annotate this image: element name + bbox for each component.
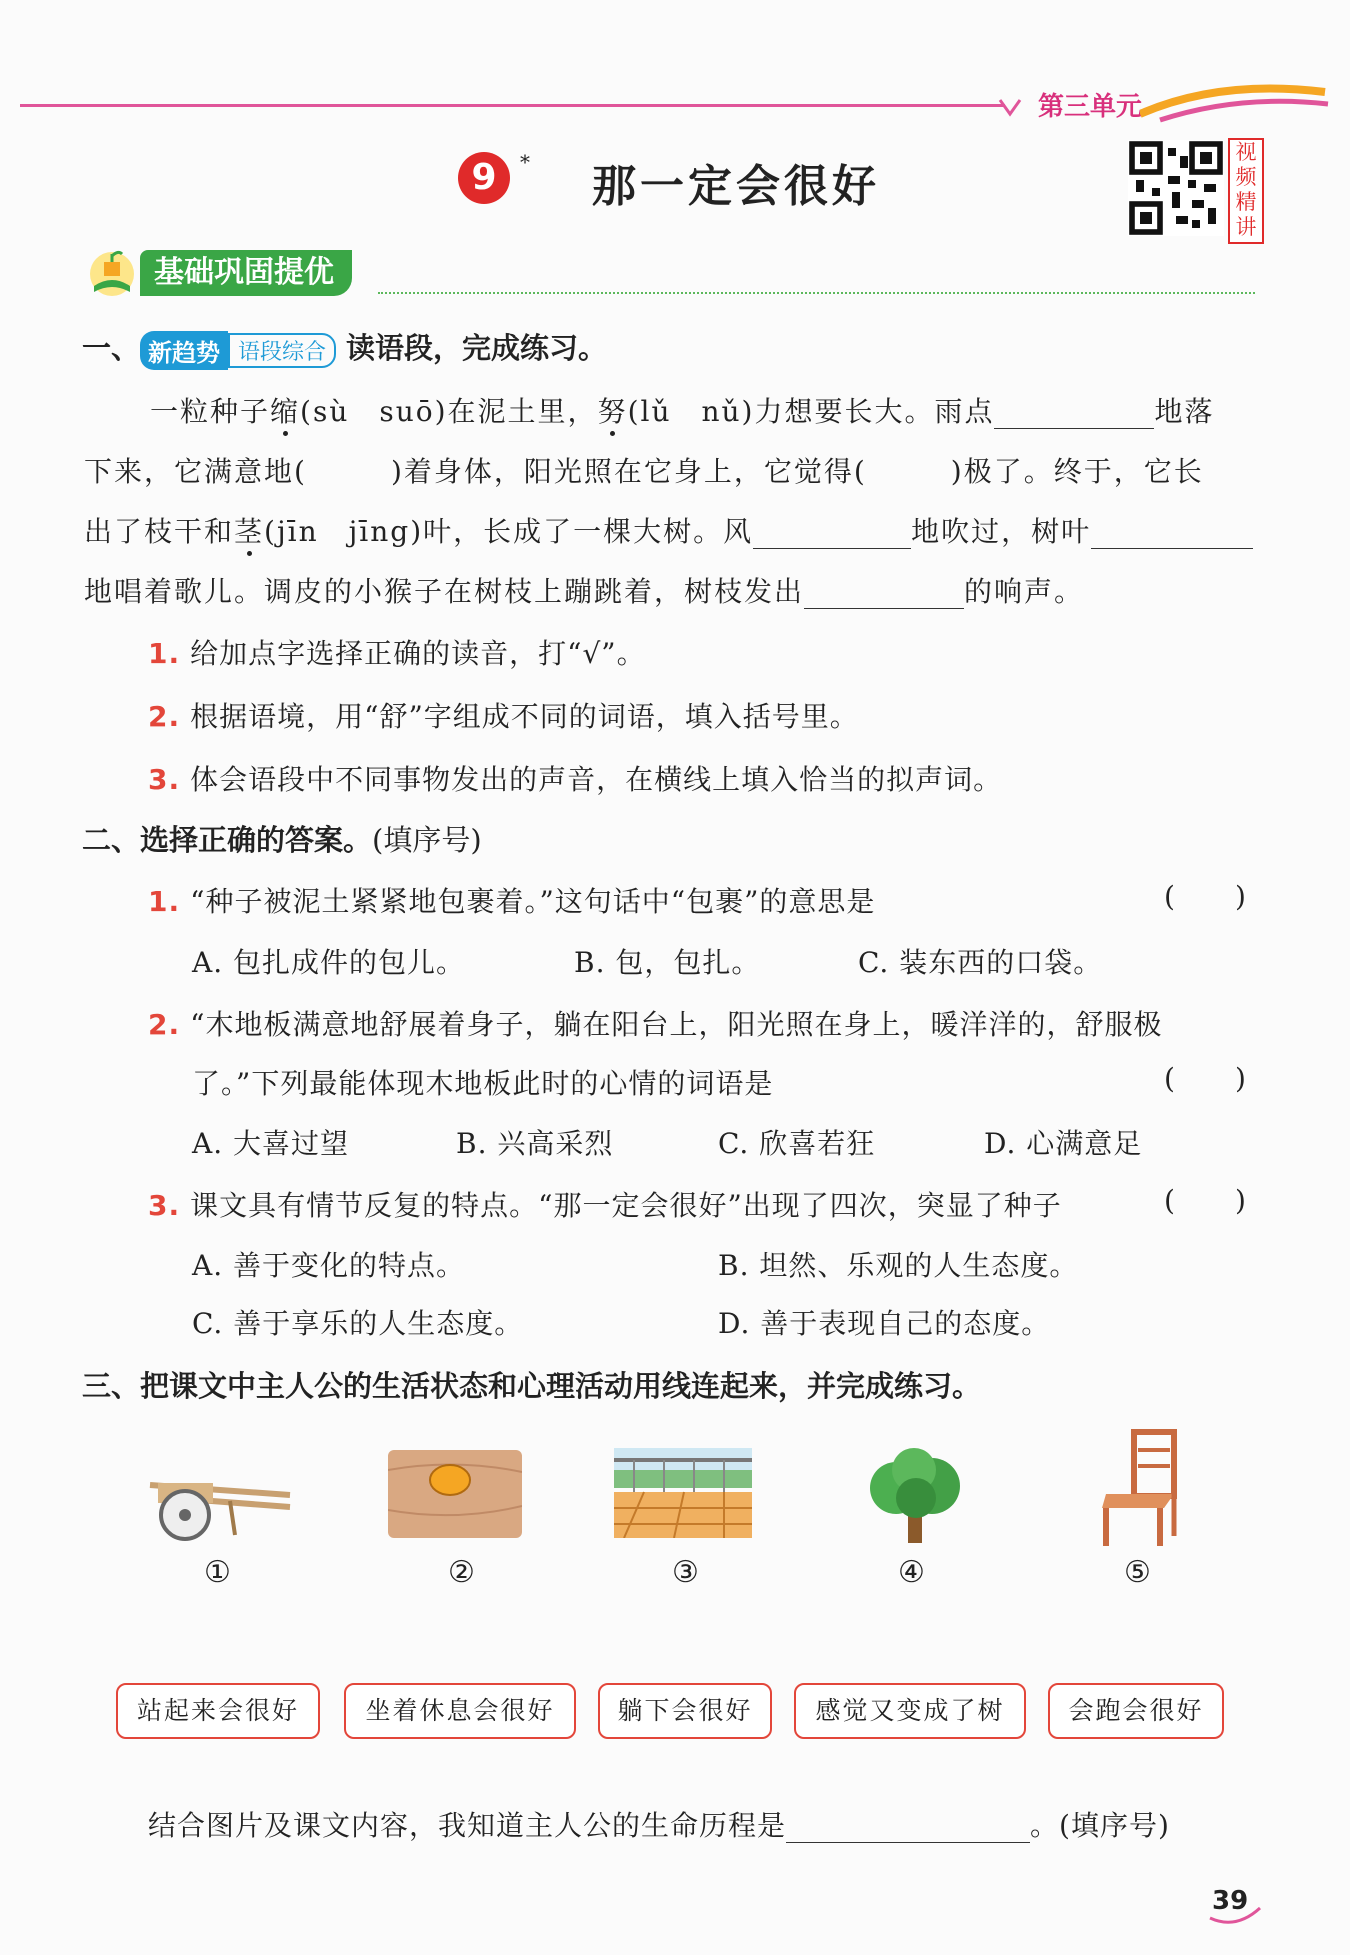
- tag-new-trend: 新趋势: [140, 331, 228, 370]
- s1-question-3: 3. 体会语段中不同事物发出的声音，在横线上填入恰当的拟声词。: [148, 763, 1003, 796]
- page-number: 39: [1212, 1886, 1249, 1916]
- tree-icon: [856, 1448, 974, 1548]
- swoosh-decoration: [1140, 84, 1330, 124]
- s2-q3-option-d: D. 善于表现自己的态度。: [718, 1307, 1051, 1340]
- s2-question-3: 3. 课文具有情节反复的特点。“那一定会很好”出现了四次，突显了种子: [148, 1189, 1062, 1222]
- page-number-swirl: [1206, 1878, 1266, 1928]
- s2-q3-option-c: C. 善于享乐的人生态度。: [192, 1307, 524, 1340]
- match-box-3[interactable]: 躺下会很好: [598, 1683, 772, 1739]
- blank-life-course[interactable]: [786, 1809, 1030, 1843]
- s2-q1-option-c: C. 装东西的口袋。: [858, 946, 1103, 979]
- match-box-4[interactable]: 感觉又变成了树: [794, 1683, 1026, 1739]
- picture-label-1: ①: [204, 1555, 231, 1590]
- heart-icon: [995, 92, 1025, 122]
- title-star: *: [520, 150, 530, 174]
- picture-label-5: ⑤: [1124, 1555, 1151, 1590]
- s2-q2-option-c: C. 欣喜若狂: [718, 1127, 876, 1160]
- passage-line-2: 下来，它满意地( )着身体，阳光照在它身上，它觉得( )极了。终于，它长: [84, 455, 1204, 488]
- section3-heading: 三、把课文中主人公的生活状态和心理活动用线连起来，并完成练习。: [82, 1369, 982, 1403]
- tag-passage: 语段综合: [228, 333, 336, 368]
- qr-code-icon[interactable]: [1128, 140, 1224, 236]
- s2-q1-option-b: B. 包，包扎。: [574, 946, 761, 979]
- match-box-2[interactable]: 坐着休息会很好: [344, 1683, 576, 1739]
- picture-label-2: ②: [448, 1555, 475, 1590]
- picture-label-4: ④: [898, 1555, 925, 1590]
- section1-heading: 一、 新趋势 语段综合 读语段，完成练习。: [82, 326, 607, 370]
- blank-leaves[interactable]: [1091, 515, 1253, 549]
- blank-wind[interactable]: [753, 515, 911, 549]
- section-banner: 基础巩固提优: [140, 250, 352, 296]
- balcony-floor-icon: [614, 1448, 752, 1538]
- s2-q2-option-b: B. 兴高采烈: [456, 1127, 614, 1160]
- blank-rain[interactable]: [994, 395, 1154, 429]
- chair-icon: [1098, 1428, 1182, 1550]
- unit-label: 第三单元: [1038, 92, 1143, 122]
- passage-line-3: 出了枝干和茎(jīn jīng)叶，长成了一棵大树。风 地吹过，树叶: [84, 510, 1260, 550]
- answer-paren-2[interactable]: ( ): [1164, 1062, 1246, 1095]
- passage-line-4: 地唱着歌儿。调皮的小猴子在树枝上蹦跳着，树枝发出 的响声。: [84, 575, 1085, 608]
- match-box-5[interactable]: 会跑会很好: [1048, 1683, 1224, 1739]
- blank-branch[interactable]: [804, 575, 964, 609]
- s2-q3-option-a: A. 善于变化的特点。: [192, 1249, 466, 1282]
- s1-question-1: 1. 给加点字选择正确的读音，打“√”。: [148, 637, 646, 670]
- cart-icon: [140, 1455, 300, 1545]
- seedling-book-icon: [84, 246, 140, 302]
- passage-line-1: 一粒种子缩(sù suō)在泥土里，努(lǔ nǔ)力想要长大。雨点 地落: [150, 395, 1215, 428]
- s2-question-2-line2: 了。”下列最能体现木地板此时的心情的词语是: [192, 1067, 774, 1100]
- s2-question-2: 2. “木地板满意地舒展着身子，躺在阳台上，阳光照在身上，暖洋洋的，舒服极: [148, 1008, 1163, 1041]
- s1-question-2: 2. 根据语境，用“舒”字组成不同的词语，填入括号里。: [148, 700, 859, 733]
- s2-q3-option-b: B. 坦然、乐观的人生态度。: [718, 1249, 1079, 1282]
- answer-paren-1[interactable]: ( ): [1164, 880, 1246, 913]
- s2-q1-option-a: A. 包扎成件的包儿。: [192, 946, 466, 979]
- s2-question-1: 1. “种子被泥土紧紧地包裹着。”这句话中“包裹”的意思是: [148, 885, 876, 918]
- page-title: 那一定会很好: [592, 161, 880, 212]
- lesson-number: 9: [458, 152, 510, 204]
- seed-in-soil-icon: [388, 1450, 522, 1538]
- s2-q2-option-a: A. 大喜过望: [192, 1127, 350, 1160]
- match-box-1[interactable]: 站起来会很好: [116, 1683, 320, 1739]
- s2-q2-option-d: D. 心满意足: [984, 1127, 1143, 1160]
- conclusion-line: 结合图片及课文内容，我知道主人公的生命历程是 。(填序号): [148, 1809, 1170, 1842]
- banner-divider: [378, 292, 1255, 294]
- answer-paren-3[interactable]: ( ): [1164, 1184, 1246, 1217]
- picture-label-3: ③: [672, 1555, 699, 1590]
- header-rule: [20, 104, 1005, 107]
- qr-label: 视频精讲: [1228, 138, 1264, 244]
- section2-heading: 二、选择正确的答案。(填序号): [82, 823, 482, 857]
